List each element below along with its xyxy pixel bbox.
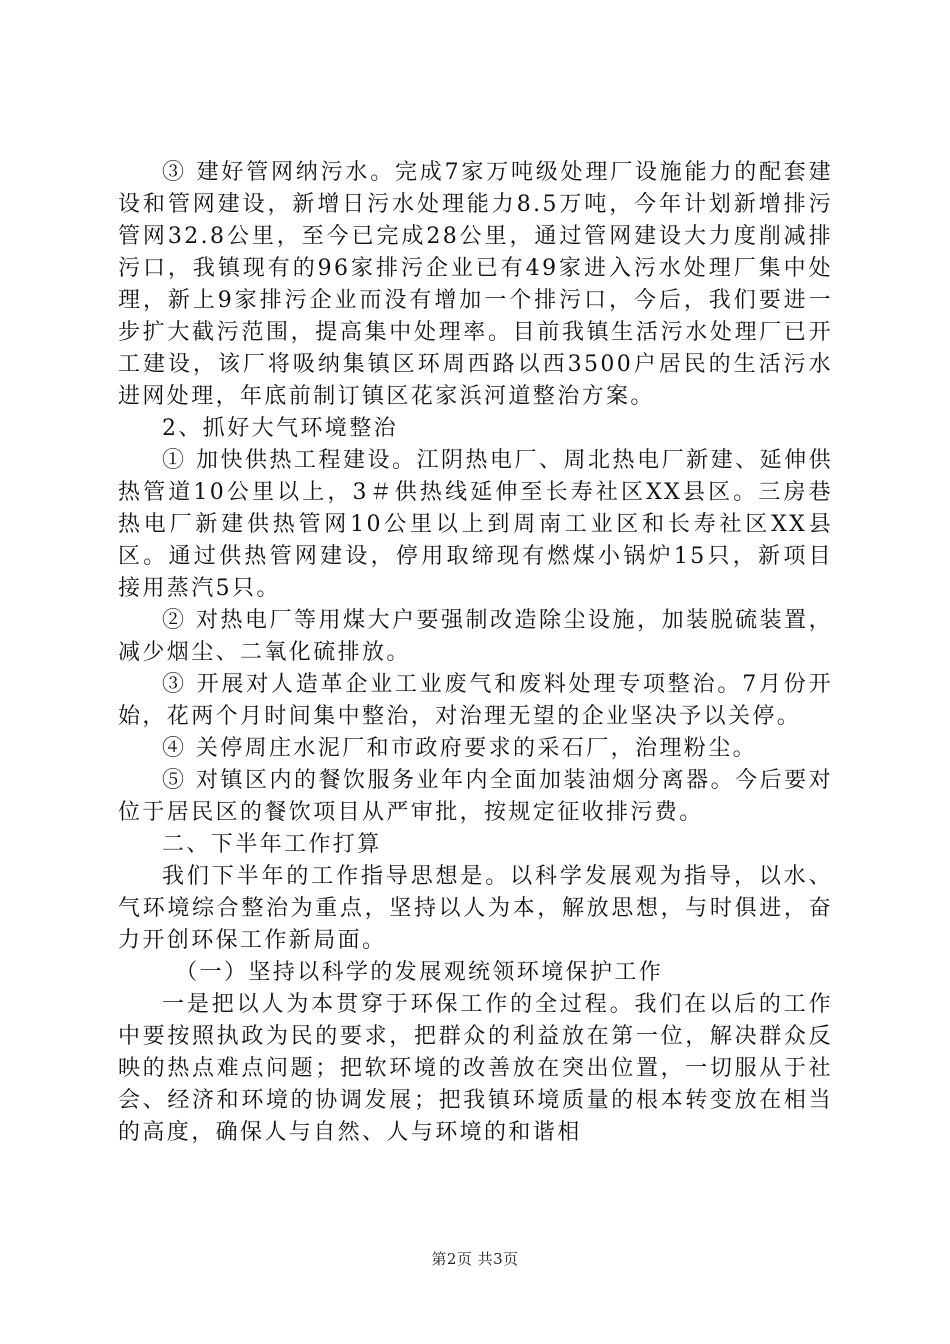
paragraph-catering-fume: ⑤ 对镇区内的餐饮服务业年内全面加装油烟分离器。今后要对位于居民区的餐饮项目从严审批，按规定征收排污费。 <box>118 768 833 825</box>
section-heading-air-environment: 2、抓好大气环境整治 <box>162 416 398 441</box>
paragraph-leather-industry: ③ 开展对人造革企业工业废气和废料处理专项整治。7月份开始，花两个月时间集中整治，对治理无望的企业坚决予以关停。 <box>118 672 833 729</box>
paragraph-cement-plant-closure: ④ 关停周庄水泥厂和市政府要求的采石厂，治理粉尘。 <box>162 736 757 761</box>
paragraph-wastewater-network: ③ 建好管网纳污水。完成7家万吨级处理厂设施能力的配套建设和管网建设，新增日污水处理能力8.5万吨，今年计划新增排污管网32.8公里，至今已完成28公里，通过管网建设大力度削减排污口，我镇现有的96家排污企业已有49家进入污水处理厂集中处理，新上9家排污企业而没有增加一个排污口，今后，我们要进一步扩大截污范围，提高集中处理率。目前我镇生活污水处理厂已开工建设，该厂将吸纳集镇区环周西路以西3500户居民的生活污水进网处理，年底前制订镇区花家浜河道整治方案。 <box>118 160 833 409</box>
section-heading-second-half-plan: 二、下半年工作打算 <box>162 832 382 857</box>
paragraph-people-oriented: 一是把以人为本贯穿于环保工作的全过程。我们在以后的工作中要按照执政为民的要求，把群众的利益放在第一位，解决群众反映的热点难点问题；把软环境的改善放在突出位置，一切服从于社会、经济和环境的协调发展；把我镇环境质量的根本转变放在相当的高度，确保人与自然、人与环境的和谐相 <box>118 992 833 1145</box>
subsection-heading-scientific-development: （一）坚持以科学的发展观统领环境保护工作 <box>175 960 664 985</box>
page-number-footer: 第2页 共3页 <box>431 1250 519 1268</box>
paragraph-power-plant-desulfurization: ② 对热电厂等用煤大户要强制改造除尘设施，加装脱硫装置，减少烟尘、二氧化硫排放。 <box>118 608 833 665</box>
paragraph-guiding-thought: 我们下半年的工作指导思想是。以科学发展观为指导，以水、气环境综合整治为重点，坚持以人为本，解放思想，与时俱进，奋力开创环保工作新局面。 <box>118 864 833 953</box>
paragraph-heating-project: ① 加快供热工程建设。江阴热电厂、周北热电厂新建、延伸供热管道10公里以上，3＃供热线延伸至长寿社区XX县区。三房巷热电厂新建供热管网10公里以上到周南工业区和长寿社区XX县区。通过供热管网建设，停用取缔现有燃煤小锅炉15只，新项目接用蒸汽5只。 <box>118 448 833 601</box>
document-body <box>118 157 833 1149</box>
